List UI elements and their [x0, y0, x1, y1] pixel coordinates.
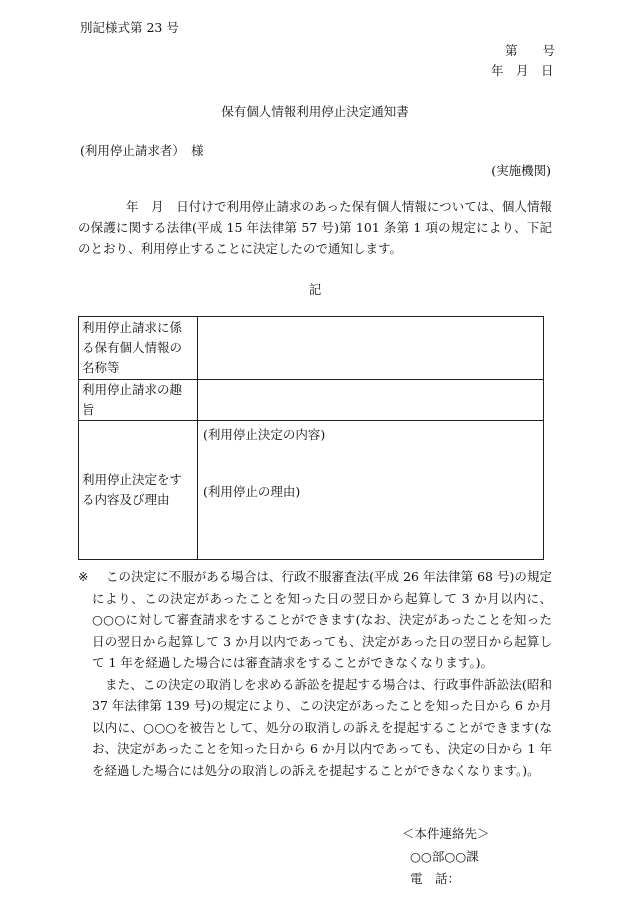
form-number: 別記様式第 23 号	[80, 20, 179, 35]
row-value-target-info	[198, 317, 544, 380]
document-date: 年 月 日	[491, 63, 554, 78]
row-value-request-purpose	[198, 380, 544, 421]
note-litigation: また、この決定の取消しを求める訴訟を提起する場合は、行政事件訴訟法(昭和 37 年法律第 139 号)の規定により、この決定があったことを知った日から 6 か月以内に、○○○を被告として、処分の取消しの訴えを提起することができます(なお、決定があったことを知った日から 6 か月以内であっても、決定の日から 1 年を経過した場合には処分の取消しの訴えを提起することができなくなります。)。	[92, 676, 552, 778]
body-text: 年 月 日付けで利用停止請求のあった保有個人情報については、個人情報の保護に関する法律(平成 15 年法律第 57 号)第 101 条第 1 項の規定により、下記のとおり、利用停止することに決定したので通知します。	[78, 199, 552, 256]
contact-phone: 電 話：	[410, 871, 461, 886]
table-row	[79, 421, 544, 560]
decision-table	[78, 316, 544, 560]
decision-reason-label: (利用停止の理由)	[203, 484, 301, 499]
note-appeal	[78, 566, 552, 674]
body-paragraph	[78, 196, 552, 259]
addressee: (利用停止請求者） 様	[80, 143, 204, 158]
ki-heading: 記	[308, 282, 322, 297]
decision-content-label: (利用停止決定の内容)	[203, 427, 326, 442]
row-label-decision-reason: 利用停止決定をする内容及び理由	[79, 421, 198, 560]
contact-department: ○○部○○課	[410, 849, 479, 864]
note-appeal-text: この決定に不服がある場合は、行政不服審査法(平成 26 年法律第 68 号)の規定により、この決定があったことを知った日の翌日から起算して 3 か月以内に、○○○に対して審査請求をすることができます(なお、決定があったことを知った日の翌日から起算して 3 か月以内であっても、決定があった日の翌日から起算して 1 年を経過した場合には審査請求をすることができなくなります。)。	[92, 569, 552, 670]
row-value-decision-reason	[198, 421, 544, 560]
contact-heading: ＜本件連絡先＞	[402, 826, 490, 841]
notes-section	[78, 566, 552, 781]
issuing-agency: (実施機関)	[491, 163, 551, 178]
document-title: 保有個人情報利用停止決定通知書	[221, 104, 409, 119]
row-label-request-purpose: 利用停止請求の趣旨	[79, 380, 198, 421]
row-label-target-info: 利用停止請求に係る保有個人情報の名称等	[79, 317, 198, 380]
document-number: 第 号	[505, 43, 556, 58]
table-row	[79, 380, 544, 421]
table-row	[79, 317, 544, 380]
note-mark: ※	[78, 569, 89, 584]
